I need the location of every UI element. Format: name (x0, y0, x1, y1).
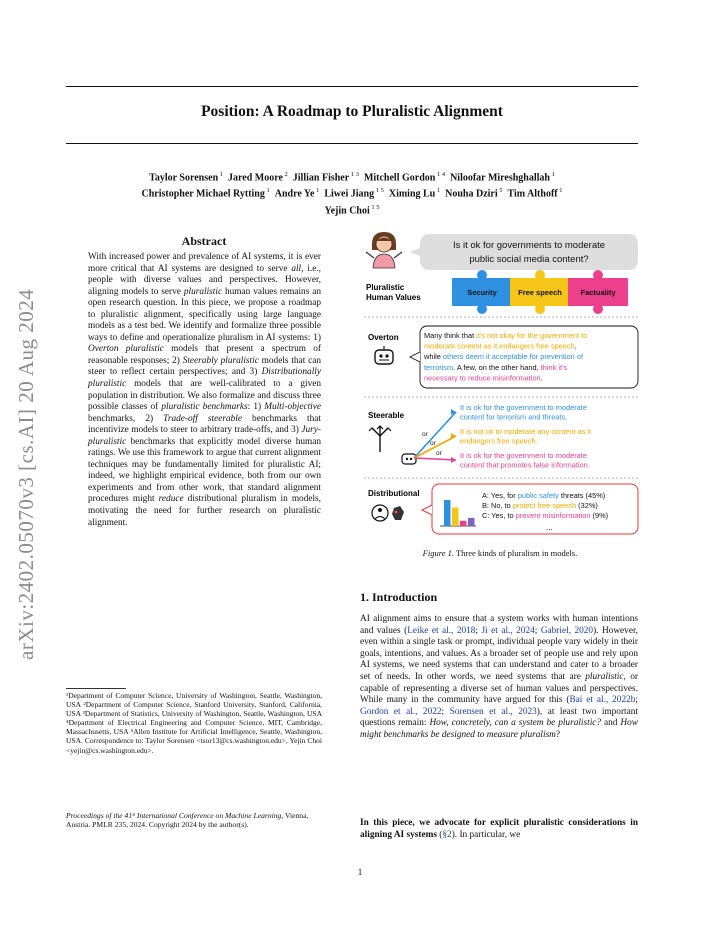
abstract-body: With increased power and prevalence of AI systems, it is ever more critical that AI systems are designed to serve all, i.e., people with diverse values and perspectives. However, aligning models to serve pluralistic human values remains an open research question. In this piece, we propose a roadmap to pluralistic alignment, specifically using large language models as a test bed. We identify and formalize three possible ways to define and operationalize pluralism in AI systems: 1) Overton pluralistic models that present a spectrum of reasonable responses; 2) Steerably pluralistic models that can steer to reflect certain perspectives; and 3) Distributionally pluralistic models that are well-calibrated to a given population in distribution. We also formalize and discuss three possible classes of pluralistic benchmarks: 1) Multi-objective benchmarks, 2) Trade-off steerable benchmarks that incentivize models to steer to arbitrary trade-offs, and 3) Jury-pluralistic benchmarks that explicitly model diverse human ratings. We use this framework to argue that current alignment techniques may be fundamentally limited for pluralistic AI; indeed, we highlight empirical evidence, both from our own experiments and from other work, that standard alignment procedures might reduce distributional pluralism in models, motivating the need for further research on pluralistic alignment. (88, 252, 322, 528)
person-icon (366, 232, 402, 268)
steer-option-line: It is ok for the government to moderate (460, 403, 587, 412)
author-affiliation: 1 4 (435, 171, 446, 178)
distribution-bar (468, 518, 475, 526)
text-run: , (574, 341, 577, 351)
affiliations-footnote: ¹Department of Computer Science, University of Washington, Seattle, Washington, USA ²Department of Computer Science, Stanford University, Stanford, California, USA ³Department of Statistics, University of Washington, Seattle, Washington, USA ⁴Department of Electrical Engineering and Computer Science, MIT, Cambridge, Massachusetts, USA ⁵Allen Institute for Artificial Intelligence, Seattle, Washington, USA. Correspondence to: Taylor Sorensen <tsor13@cs.washington.edu>, Yejin Choi <yejin@cs.washington.edu>. (66, 691, 322, 755)
author-affiliation: 1 (557, 187, 563, 195)
figure-1 (360, 230, 640, 538)
text-run: B: No, to (482, 501, 513, 510)
puzzle-label: Security (467, 288, 497, 297)
text-line (424, 342, 577, 351)
text-run: others deem it acceptable for prevention of (442, 352, 583, 362)
text-run: (32%) (576, 501, 598, 510)
footnote-rule (66, 688, 126, 689)
text-line (423, 352, 584, 361)
introduction-paragraph-1: AI alignment aims to ensure that a system works with human intentions and values (Leike et al., 2018; Ji et al., 2024; Gabriel, 2020). However, even within a single task or prompt, individual people vary widely in their goals, intentions, and values. As a broader set of people use and rely upon AI systems, we need systems that can understand and cater to a broader set of needs. In other words, we need systems that are pluralistic, or capable of representing a diverse set of human values and perspectives. While many in the community have argued for this (Bai et al., 2022b; Gordon et al., 2022; Sorensen et al., 2023), at least two important questions remain: How, concretely, can a system be pluralistic? and How might benchmarks be designed to measure pluralism? (360, 614, 638, 740)
pluralistic-label: Pluralistic (366, 283, 405, 292)
author-name: Mitchell Gordon (363, 172, 436, 184)
author-affiliation: 1 5 (369, 203, 380, 211)
puzzle-knob (535, 270, 545, 280)
text-run: A: Yes, for (482, 491, 518, 500)
puzzle-knob (477, 270, 487, 280)
section-heading-introduction: 1. Introduction (360, 590, 438, 604)
crowd-icon (372, 505, 404, 521)
puzzle-label: Factuality (580, 288, 616, 297)
distribution-bar (444, 500, 451, 526)
or-label: or (422, 431, 428, 438)
steerable-label: Steerable (368, 411, 405, 420)
text-line (482, 501, 598, 510)
text-run: necessary to reduce misinformation (424, 373, 541, 383)
puzzle-knob (593, 304, 603, 314)
puzzle-knob (477, 304, 487, 314)
distribution-ellipsis: ... (546, 523, 553, 532)
text-run: (9%) (590, 511, 609, 520)
steer-option-line: It is not ok to moderate any content as it (460, 427, 592, 436)
citation-link[interactable]: Bai et al., 2022b (569, 695, 636, 706)
abstract-heading: Abstract (181, 234, 227, 248)
distributional-label: Distributional (368, 489, 420, 498)
author-name: Jillian Fisher (292, 172, 350, 184)
text-run: while (424, 352, 443, 362)
text-run: public safety (517, 491, 559, 500)
arxiv-watermark: arXiv:2402.05070v3 [cs.AI] 20 Aug 2024 (14, 288, 38, 660)
overton-label: Overton (368, 333, 399, 342)
distribution-answers (482, 491, 608, 520)
steer-option-line: content for terrorism and threats. (460, 412, 568, 422)
text-line (424, 331, 587, 340)
introduction-paragraph-2: In this piece, we advocate for explicit pluralistic considerations in aligning AI systems (§2). In particular, we (360, 818, 638, 840)
author-affiliation: 1 5 (374, 187, 384, 195)
author-affiliation: 2 (282, 171, 288, 178)
author-name: Taylor Sorensen (149, 172, 219, 184)
author-affiliation: 1 (550, 171, 555, 178)
steer-options (460, 403, 591, 470)
author-affiliation: 1 (218, 171, 223, 178)
steer-arrow (414, 458, 456, 460)
figure-svg (360, 230, 640, 538)
puzzle-knob (593, 270, 603, 280)
puzzle-knob (535, 304, 545, 314)
distribution-bar (452, 508, 459, 526)
steer-arrows (414, 409, 456, 463)
citation-link[interactable]: Gabriel, 2020 (540, 625, 594, 636)
page-number: 1 (357, 867, 363, 877)
author-name: Liwei Jiang (324, 188, 375, 200)
text-line (424, 363, 567, 372)
robot-icon-small (402, 454, 416, 464)
citation-link[interactable]: Ji et al., 2024 (481, 625, 535, 636)
arrow-head (451, 457, 456, 463)
top-rule (66, 86, 638, 87)
puzzle-pieces (452, 270, 628, 314)
text-run: terrorism (424, 362, 454, 372)
steer-option-line: endangers free speech. (460, 436, 538, 446)
robot-icon (375, 346, 393, 364)
citation-link[interactable]: Sorensen et al., 2023 (449, 706, 537, 717)
text-run: think it's (540, 362, 568, 372)
author-affiliation: 1 (314, 187, 320, 195)
author-affiliation: 1 (264, 187, 270, 195)
or-label: or (436, 450, 442, 457)
section-link[interactable]: §2 (442, 829, 452, 840)
author-name: Christopher Michael Rytting (141, 188, 265, 200)
author-name: Yejin Choi (324, 204, 370, 216)
text-run: C: Yes, to (482, 511, 516, 520)
text-run: moderate content as it endangers free speech (424, 341, 575, 351)
steer-option-line: It is ok for the government to moderate (460, 451, 587, 460)
text-run: . A few, on the other hand, (453, 362, 541, 372)
author-name: Andre Ye (274, 188, 315, 200)
text-run: protect free speech (512, 501, 577, 510)
author-name: Nouha Dziri (445, 188, 498, 200)
text-run: Many think that (424, 331, 477, 340)
text-run: . (540, 373, 543, 383)
text-run: prevent misinformation (515, 511, 591, 520)
question-line-1: Is it ok for governments to moderate (452, 240, 606, 251)
figure-caption: Figure 1. Three kinds of pluralism in models. (422, 548, 578, 558)
steer-option-line: content that promotes false information. (460, 460, 590, 470)
text-run: threats (45%) (558, 491, 606, 500)
steer-arrow (414, 412, 456, 458)
paper-title: Position: A Roadmap to Pluralistic Alignment (201, 103, 503, 120)
question-bubble (410, 234, 638, 270)
steering-arrows-icon (369, 426, 391, 452)
text-line (482, 511, 608, 520)
author-list (80, 168, 624, 217)
or-label: or (430, 440, 436, 447)
author-affiliation: 1 3 (349, 171, 359, 178)
author-name: Tim Althoff (507, 188, 558, 200)
question-line-2: public social media content? (469, 254, 589, 265)
title-rule (66, 143, 638, 144)
author-affiliation: 5 (497, 187, 503, 195)
author-affiliation: 1 (435, 187, 441, 195)
puzzle-label: Free speech (518, 288, 562, 297)
human-values-label: Human Values (366, 293, 421, 302)
proceedings-note: Proceedings of the 41ˢᵗ International Conference on Machine Learning, Vienna, Austria. PMLR 235, 2024. Copyright 2024 by the author(s). (66, 811, 309, 830)
author-name: Niloofar Mireshghallah (450, 172, 550, 184)
citation-link[interactable]: Gordon et al., 2022 (360, 706, 442, 717)
citation-link[interactable]: Leike et al., 2018 (407, 625, 476, 636)
distribution-bar (460, 521, 467, 526)
author-name: Jared Moore (228, 172, 283, 184)
text-line (482, 491, 605, 500)
author-name: Ximing Lu (388, 188, 436, 200)
text-line (424, 373, 543, 382)
text-run: it's not okay for the government to (476, 331, 588, 340)
